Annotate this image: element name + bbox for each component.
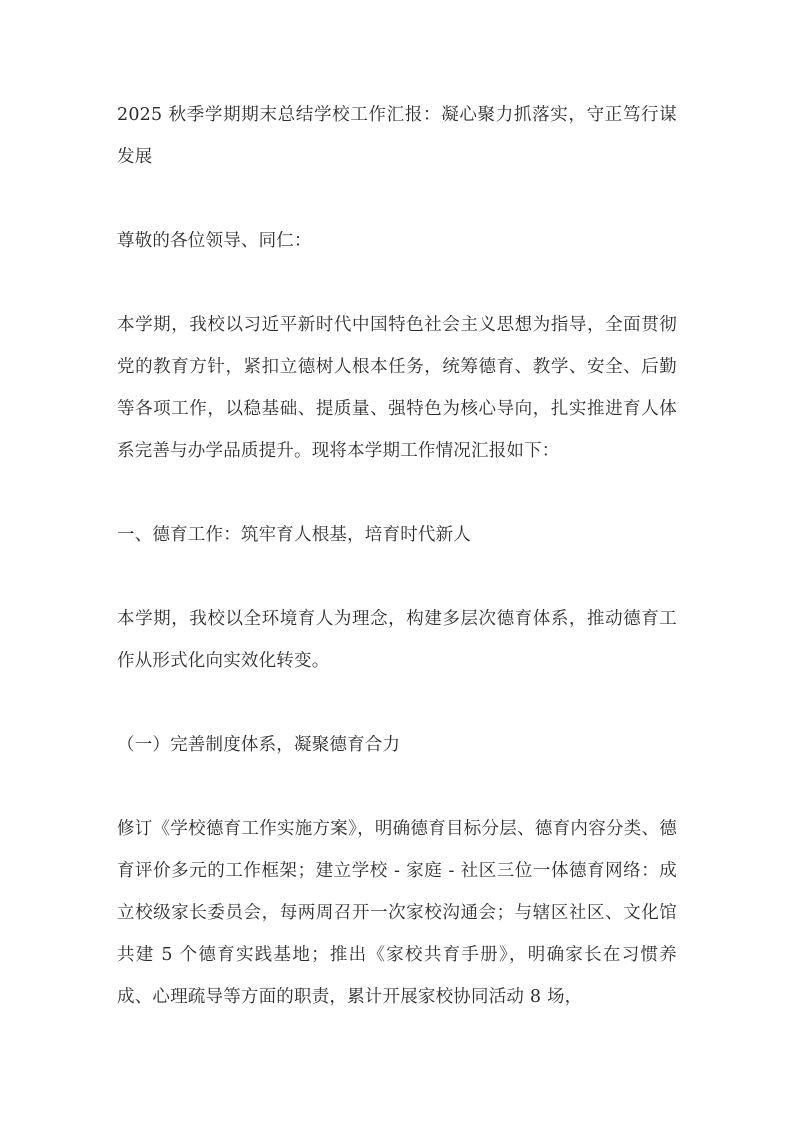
section-one-intro-paragraph: 本学期，我校以全环境育人为理念，构建多层次德育体系，推动德育工作从形式化向实效化转变。 [117,609,677,671]
document-title: 2025 秋季学期期末总结学校工作汇报：凝心聚力抓落实，守正笃行谋发展 [117,105,677,167]
intro-paragraph: 本学期，我校以习近平新时代中国特色社会主义思想为指导，全面贯彻党的教育方针，紧扣立德树人根本任务，统筹德育、教学、安全、后勤等各项工作，以稳基础、提质量、强特色为核心导向，扎实推进育人体系完善与办学品质提升。现将本学期工作情况汇报如下： [117,315,677,461]
subsection-one-heading: （一）完善制度体系，凝聚德育合力 [117,735,401,755]
section-one-heading: 一、德育工作：筑牢育人根基，培育时代新人 [117,525,471,545]
subsection-one-body-paragraph: 修订《学校德育工作实施方案》，明确德育目标分层、德育内容分类、德育评价多元的工作框架；建立学校 - 家庭 - 社区三位一体德育网络：成立校级家长委员会，每两周召开一次家校沟通会；与辖区社区、文化馆共建 5 个德育实践基地；推出《家校共育手册》，明确家长在习惯养成、心理疏导等方面的职责，累计开展家校协同活动 8 场， [117,819,677,1007]
salutation: 尊敬的各位领导、同仁： [117,231,312,251]
document-body [117,94,677,1018]
